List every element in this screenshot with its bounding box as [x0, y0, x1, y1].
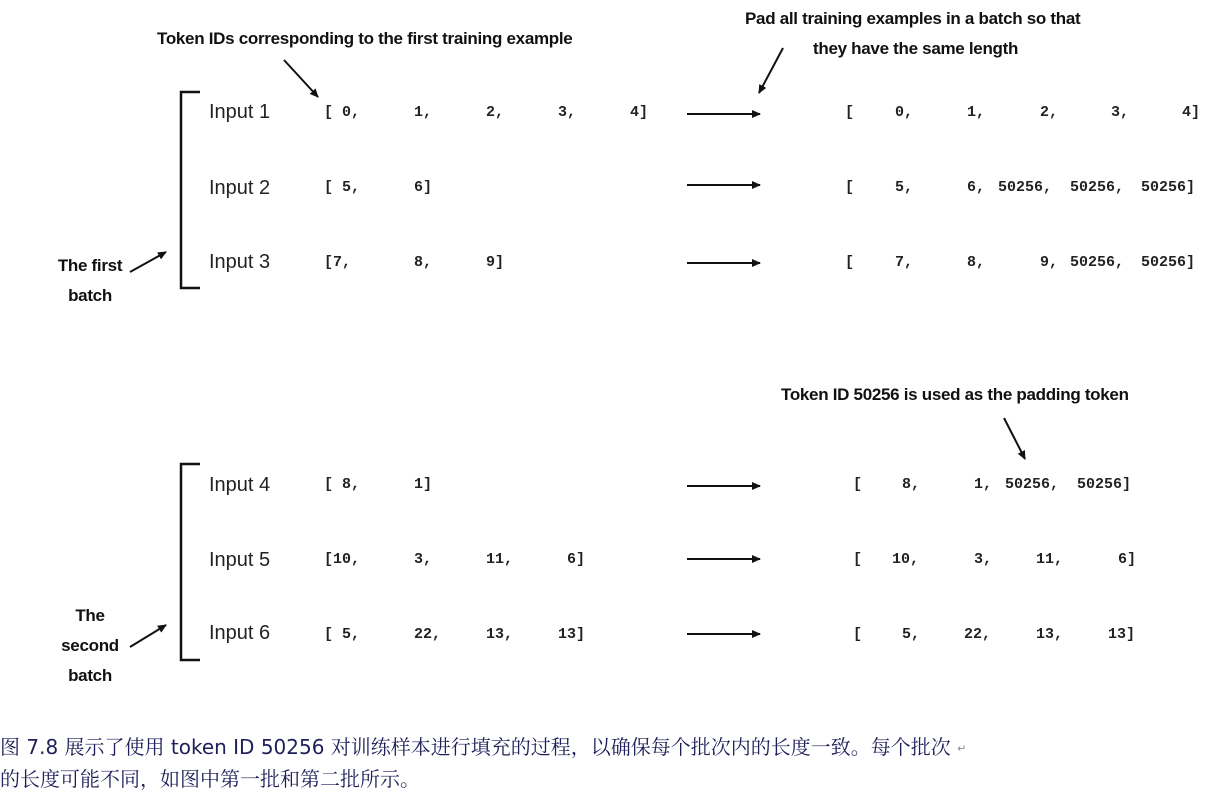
- orig-r5-c1: [10,: [324, 551, 361, 568]
- orig-r1-c3: 2,: [486, 104, 505, 121]
- orig-r4-c2: 1]: [414, 476, 433, 493]
- annotation-padding-token: Token ID 50256 is used as the padding token: [781, 385, 1129, 404]
- pointer-pad-examples: [759, 48, 783, 93]
- caption-line1: [0, 732, 1210, 764]
- first-batch-bracket: [181, 92, 200, 288]
- pad-r4-c2: 1,: [974, 476, 993, 493]
- pad-r5-c0: [: [853, 551, 863, 568]
- pointer-second-batch: [130, 625, 166, 647]
- row-label-input-1: Input 1: [209, 101, 271, 123]
- pad-r5-c4: 6]: [1118, 551, 1137, 568]
- pad-r4-c4: 50256]: [1077, 476, 1132, 493]
- pad-r3-c0: [: [845, 254, 855, 271]
- pad-r4-c3: 50256,: [1005, 476, 1060, 493]
- pad-r3-c1: 7,: [895, 254, 914, 271]
- pad-r5-c2: 3,: [974, 551, 993, 568]
- orig-r6-c4: 13]: [558, 626, 586, 643]
- orig-r3-c1: [7,: [324, 254, 352, 271]
- pointer-padding-token: [1004, 418, 1025, 459]
- pad-r6-c3: 13,: [1036, 626, 1064, 643]
- pad-r2-c4: 50256,: [1070, 179, 1125, 196]
- pad-r1-c0: [: [845, 104, 855, 121]
- caption-line2: 的长度可能不同，如图中第一批和第二批所示。: [0, 767, 420, 791]
- pointer-token-ids-first: [284, 60, 318, 97]
- second-batch-line1: The: [75, 606, 105, 625]
- orig-r4-c1: [ 8,: [324, 476, 361, 493]
- pad-r2-c5: 50256]: [1141, 179, 1196, 196]
- pad-r6-c2: 22,: [964, 626, 992, 643]
- orig-r6-c1: [ 5,: [324, 626, 361, 643]
- orig-r2-c2: 6]: [414, 179, 433, 196]
- annotation-pad-line1: Pad all training examples in a batch so that: [745, 9, 1081, 28]
- return-mark-icon: ↵: [957, 742, 967, 755]
- annotation-pad-line2: they have the same length: [813, 39, 1019, 58]
- orig-r5-c4: 6]: [567, 551, 586, 568]
- pad-r1-c5: 4]: [1182, 104, 1201, 121]
- pad-r5-c1: 10,: [892, 551, 920, 568]
- orig-r3-c2: 8,: [414, 254, 433, 271]
- pad-r1-c4: 3,: [1111, 104, 1130, 121]
- pad-r3-c3: 9,: [1040, 254, 1059, 271]
- first-batch-line1: The first: [57, 256, 123, 275]
- pad-r2-c0: [: [845, 179, 855, 196]
- row-label-input-2: Input 2: [209, 177, 271, 199]
- second-batch-line3: batch: [68, 666, 112, 685]
- annotation-token-ids-first: Token IDs corresponding to the first training example: [157, 29, 573, 48]
- orig-r1-c4: 3,: [558, 104, 577, 121]
- orig-r1-c2: 1,: [414, 104, 433, 121]
- pad-r6-c1: 5,: [902, 626, 921, 643]
- pad-r5-c3: 11,: [1036, 551, 1064, 568]
- row-label-input-6: Input 6: [209, 622, 271, 644]
- pad-r3-c5: 50256]: [1141, 254, 1196, 271]
- pad-r6-c4: 13]: [1108, 626, 1136, 643]
- pad-r4-c1: 8,: [902, 476, 921, 493]
- orig-r5-c3: 11,: [486, 551, 514, 568]
- row-label-input-4: Input 4: [209, 474, 271, 496]
- row-label-input-5: Input 5: [209, 549, 271, 571]
- orig-r2-c1: [ 5,: [324, 179, 361, 196]
- orig-r1-c1: [ 0,: [324, 104, 361, 121]
- first-batch-line2: batch: [68, 286, 112, 305]
- orig-r1-c5: 4]: [630, 104, 649, 121]
- orig-r3-c3: 9]: [486, 254, 505, 271]
- orig-r6-c2: 22,: [414, 626, 442, 643]
- second-batch-bracket: [181, 464, 200, 660]
- pointer-first-batch: [130, 252, 166, 272]
- orig-r5-c2: 3,: [414, 551, 433, 568]
- pad-r3-c4: 50256,: [1070, 254, 1125, 271]
- pad-r3-c2: 8,: [967, 254, 986, 271]
- pad-r2-c1: 5,: [895, 179, 914, 196]
- pad-r4-c0: [: [853, 476, 863, 493]
- orig-r6-c3: 13,: [486, 626, 514, 643]
- caption-line1-text: 图 7.8 展示了使用 token ID 50256 对训练样本进行填充的过程，以确保每个批次内的长度一致。每个批次: [0, 735, 951, 759]
- pad-r1-c3: 2,: [1040, 104, 1059, 121]
- pad-r1-c1: 0,: [895, 104, 914, 121]
- figure-caption: [0, 732, 1210, 795]
- second-batch-line2: second: [61, 636, 119, 655]
- pad-r6-c0: [: [853, 626, 863, 643]
- pad-r2-c3: 50256,: [998, 179, 1053, 196]
- pad-r1-c2: 1,: [967, 104, 986, 121]
- pad-r2-c2: 6,: [967, 179, 986, 196]
- row-label-input-3: Input 3: [209, 251, 271, 273]
